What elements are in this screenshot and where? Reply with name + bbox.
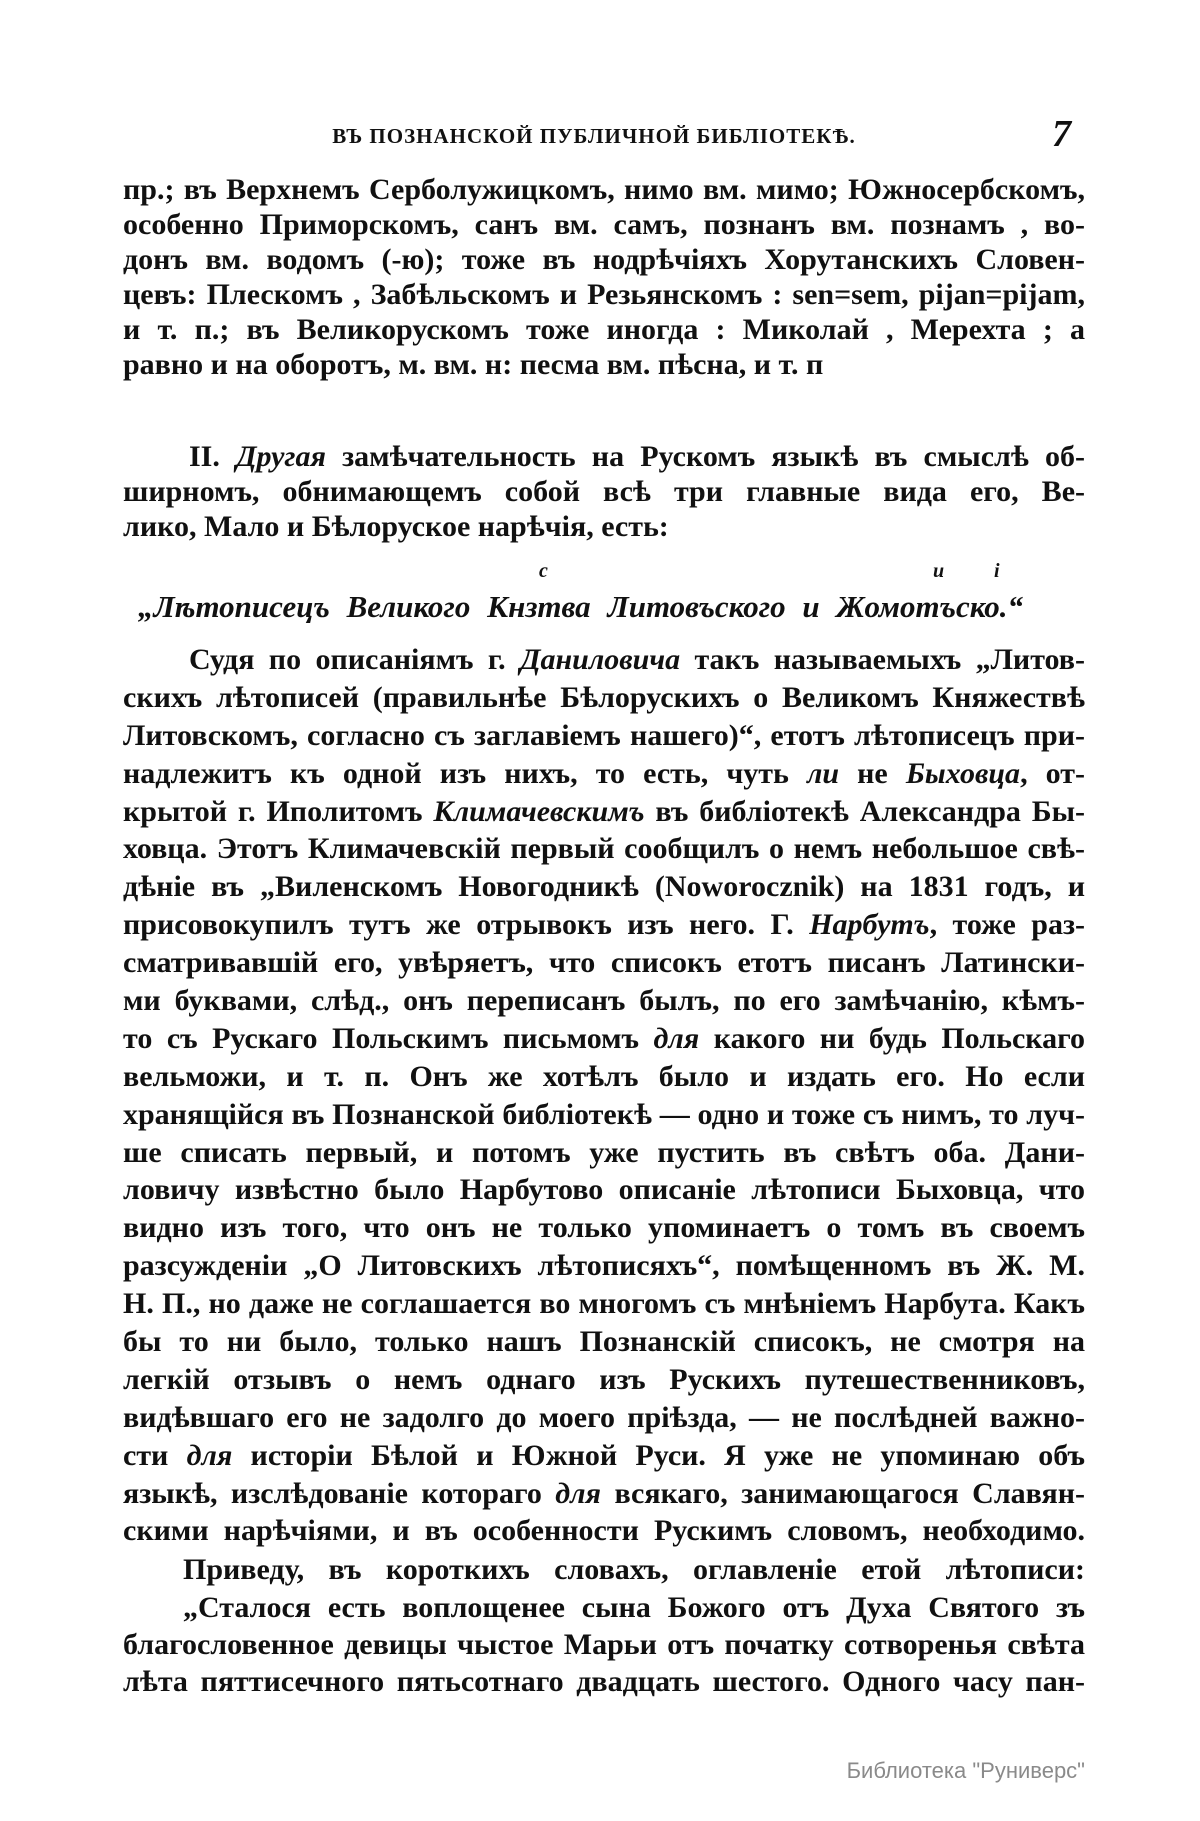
text-run: „Сталося есть воплощенее сына Божого отъ Духа Святого зъ (183, 1591, 1085, 1624)
chronicle-title: „Лѣтописецъ Великого Кнзтва Литовъского и Жомотъско.“ (138, 589, 1023, 624)
text-line (123, 1626, 1085, 1663)
text-line (123, 242, 1085, 277)
italic-text: Климачевскимъ (433, 794, 645, 828)
italic-text: Нарбутъ (809, 908, 930, 942)
text-run: , тоже раз- (929, 908, 1085, 942)
text-run: скихъ лѣтописей (правильнѣе Бѣлорускихъ о Великомъ Княжествѣ (123, 680, 1085, 714)
text-run: такъ называемыхъ „Литов- (680, 643, 1085, 676)
superscript-marks (0, 560, 1200, 584)
text-run: благословенное девицы чыстое Марьи отъ початку сотворенья свѣта (123, 1628, 1085, 1661)
text-run: въ библіотекѣ Александра Бы- (644, 794, 1085, 828)
text-line (123, 830, 1085, 868)
text-run: ховца. Этотъ Климачевскій первый сообщилъ о немъ небольшое свѣ- (123, 832, 1085, 866)
text-run: видѣвшаго его не задолго до моего пріѣзда, — не послѣдней важно- (123, 1400, 1085, 1434)
text-run: II. (189, 440, 236, 473)
italic-text: для (186, 1438, 233, 1472)
text-line (123, 277, 1085, 312)
text-line (123, 347, 1085, 382)
text-run: равно и на оборотъ, м. вм. н: песма вм. пѣсна, и т. п (123, 348, 824, 381)
text-line (123, 982, 1085, 1020)
text-run: какого ни будь Польскаго (699, 1021, 1085, 1055)
text-run: сти (123, 1438, 187, 1472)
superscript-mark: і (994, 560, 1000, 582)
text-line (123, 1209, 1085, 1247)
superscript-mark: с (539, 560, 548, 582)
paragraph-2 (123, 439, 1085, 544)
paragraph-3 (123, 641, 1085, 1550)
text-run: видно изъ того, что онъ не только упоминаетъ о томъ въ своемъ (123, 1211, 1085, 1245)
paragraph-1 (123, 172, 1085, 382)
text-run: хранящійся въ Познанской библіотекѣ — одно и тоже съ нимъ, то луч- (123, 1097, 1085, 1131)
text-run: присовокупилъ тутъ же отрывокъ изъ него. Г. (123, 908, 810, 942)
text-line (123, 1285, 1085, 1323)
text-run: не (839, 756, 906, 790)
text-line (123, 906, 1085, 944)
text-line (123, 755, 1085, 793)
text-line (123, 717, 1085, 755)
text-line (123, 207, 1085, 242)
text-run: разсужденіи „О Литовскихъ лѣтописяхъ“, помѣщенномъ въ Ж. М. (123, 1249, 1085, 1283)
text-line (123, 312, 1085, 347)
italic-text: Другая (236, 440, 326, 473)
text-run: Литовскомъ, согласно съ заглавіемъ нашего)“, етотъ лѣтописецъ при- (123, 718, 1085, 752)
text-run: Н. П., но даже не соглашается во многомъ съ мнѣніемъ Нарбута. Какъ (123, 1287, 1085, 1321)
italic-text: Даниловича (520, 643, 681, 676)
text-line (123, 793, 1085, 831)
text-line (123, 1589, 1085, 1626)
italic-text: ли (806, 756, 840, 790)
text-run: исторіи Бѣлой и Южной Руси. Я уже не упоминаю объ (232, 1438, 1085, 1472)
italic-text: для (555, 1476, 602, 1510)
text-run: вельможи, и т. п. Онъ же хотѣлъ было и издать его. Но если (123, 1059, 1085, 1093)
text-line (123, 1247, 1085, 1285)
text-run: легкій отзывъ о немъ однаго изъ Рускихъ путешественниковъ, (123, 1362, 1085, 1396)
text-run: бы то ни было, только нашъ Познанскій списокъ, не смотря на (123, 1325, 1085, 1359)
text-run: донъ вм. водомъ (-ю); тоже въ нодрѣчіяхъ Хорутанскихъ Словен- (123, 243, 1085, 276)
page-number: 7 (1052, 113, 1071, 155)
text-run: цевъ: Плескомъ , Забѣльскомъ и Резьянскомъ : sen=sem, pijan=pijam, (123, 278, 1085, 311)
text-line (123, 1399, 1085, 1437)
text-line (123, 1096, 1085, 1134)
text-run: то съ Рускаго Польскимъ письмомъ (123, 1021, 654, 1055)
text-line (123, 1171, 1085, 1209)
text-run: лико, Мало и Бѣлоруское нарѣчія, есть: (123, 510, 669, 543)
running-title: ВЪ ПОЗНАНСКОЙ ПУБЛИЧНОЙ БИБЛІОТЕКѢ. (332, 124, 856, 148)
text-run: пр.; въ Верхнемъ Серболужицкомъ, нимо вм. мимо; Южносербскомъ, (123, 173, 1085, 206)
text-line (123, 1323, 1085, 1361)
text-line (123, 1134, 1085, 1172)
text-run: ловичу извѣстно было Нарбутово описаніе лѣтописи Быховца, что (123, 1173, 1085, 1207)
text-line (123, 1437, 1085, 1475)
text-line (123, 641, 1085, 679)
text-line (123, 474, 1085, 509)
paragraph-5 (123, 1589, 1085, 1700)
text-run: сматривавшій его, увѣряетъ, что списокъ етотъ писанъ Латински- (123, 946, 1085, 980)
text-run: языкѣ, изслѣдованіе котораго (123, 1476, 556, 1510)
text-line (123, 1058, 1085, 1096)
text-run: ше списать первый, и потомъ уже пустить въ свѣтъ оба. Дани- (123, 1135, 1085, 1169)
text-run: ширномъ, обнимающемъ собой всѣ три главные вида его, Ве- (123, 475, 1085, 508)
text-line (123, 172, 1085, 207)
text-run: скими нарѣчіями, и въ особенности Рускимъ словомъ, необходимо. (123, 1514, 1085, 1548)
text-line (123, 679, 1085, 717)
text-run: особенно Приморскомъ, санъ вм. самъ, познанъ вм. познамъ , во- (123, 208, 1085, 241)
text-run: замѣчательность на Рускомъ языкѣ въ смыслѣ об- (325, 440, 1085, 473)
italic-text: для (653, 1021, 700, 1055)
text-run: и т. п.; въ Великорускомъ тоже иногда : Миколай , Мерехта ; а (123, 313, 1085, 346)
text-line (123, 1512, 1085, 1550)
text-line (123, 1551, 1085, 1589)
text-run: Судя по описаніямъ г. (189, 643, 520, 676)
text-line (123, 439, 1085, 474)
library-watermark: Библиотека "Руниверс" (846, 1758, 1085, 1783)
text-run: крытой г. Иполитомъ (123, 794, 434, 828)
text-run: Приведу, въ короткихъ словахъ, оглавленіе етой лѣтописи: (183, 1553, 1085, 1586)
text-line (123, 1361, 1085, 1399)
text-run: дѣніе въ „Виленскомъ Новогодникѣ (Noworocznik) на 1831 годъ, и (123, 870, 1085, 904)
text-line (123, 944, 1085, 982)
text-run: , от- (1020, 756, 1085, 790)
paragraph-4 (123, 1551, 1085, 1589)
superscript-mark: и (933, 560, 945, 582)
text-run: всякаго, занимающагося Славян- (601, 1476, 1085, 1510)
text-run: надлежитъ къ одной изъ нихъ, то есть, чуть (123, 756, 807, 790)
text-run: лѣта пяттисечного пятьсотнаго двадцать шестого. Одного часу пан- (123, 1665, 1085, 1698)
italic-text: Быховца (905, 756, 1021, 790)
text-line (123, 509, 1085, 544)
text-line (123, 1663, 1085, 1700)
text-line (123, 1020, 1085, 1058)
text-run: ми буквами, слѣд., онъ переписанъ былъ, по его замѣчанію, кѣмъ- (123, 984, 1085, 1018)
text-line (123, 1475, 1085, 1513)
text-line (123, 868, 1085, 906)
